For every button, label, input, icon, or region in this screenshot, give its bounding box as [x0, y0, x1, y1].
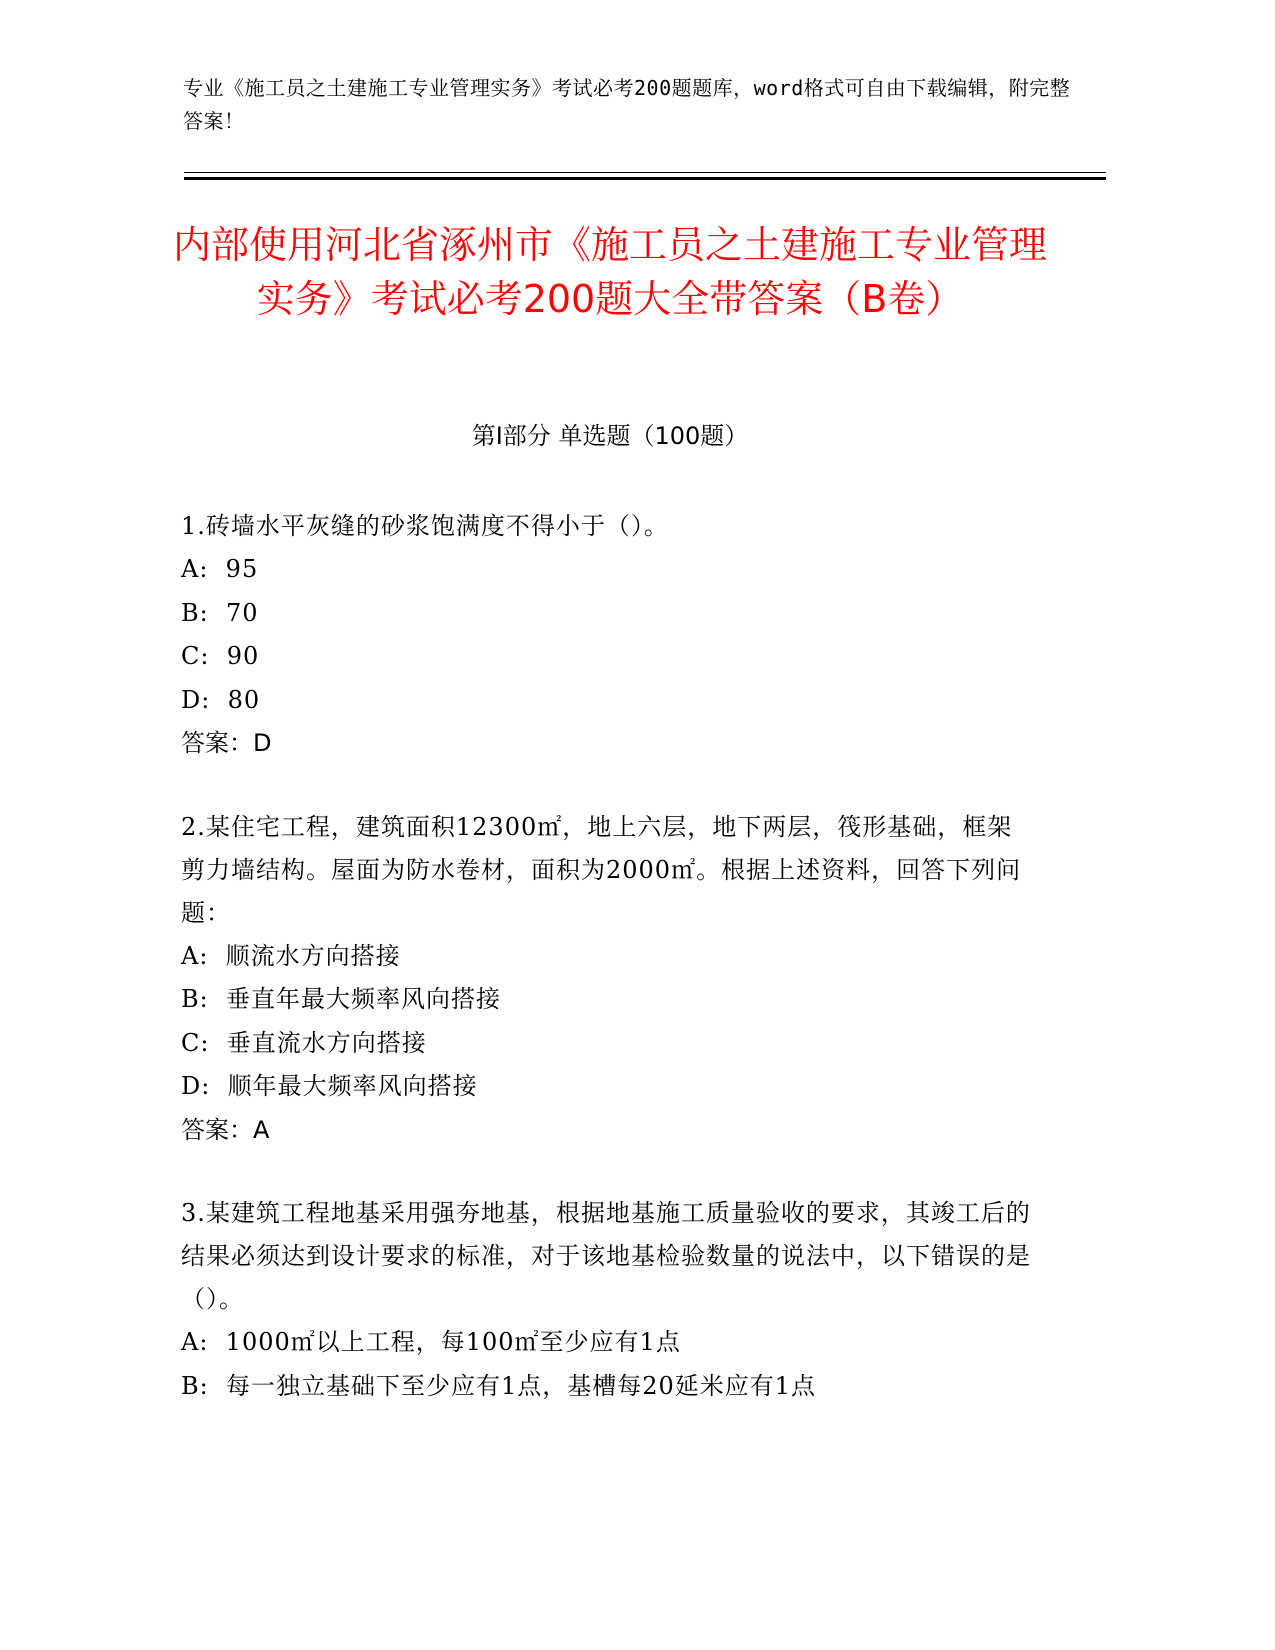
answer-line: 答案：D [181, 729, 272, 757]
option-b: B: 70 [181, 598, 259, 627]
option-a: A: 顺流水方向搭接 [181, 941, 401, 970]
option-b: B: 每一独立基础下至少应有1点，基槽每20延米应有1点 [181, 1371, 817, 1400]
question-2 [181, 806, 1031, 1153]
question-list [181, 505, 1031, 1448]
document-title: 内部使用河北省涿州市《施工员之土建施工专业管理实务》考试必考200题大全带答案（B卷） [172, 223, 1047, 321]
header-note: 专业《施工员之土建施工专业管理实务》考试必考200题题库，word格式可自由下载编辑，附完整答案！ [183, 76, 1071, 133]
option-a: A: 1000㎡以上工程，每100㎡至少应有1点 [181, 1328, 681, 1356]
option-d: D: 80 [181, 685, 261, 714]
answer-line: 答案：A [181, 1115, 270, 1144]
section-title: 第Ⅰ部分 单选题（100题） [471, 422, 749, 450]
option-a: A: 95 [181, 555, 259, 583]
header-rule-thick [184, 177, 1106, 180]
question-stem: 2.某住宅工程，建筑面积12300㎡，地上六层，地下两层，筏形基础，框架剪力墙结构。屋面为防水卷材，面积为2000㎡。根据上述资料，回答下列问题： [181, 812, 1022, 927]
option-c: C: 90 [181, 642, 260, 670]
option-d: D: 顺年最大频率风向搭接 [181, 1072, 478, 1100]
question-stem: 1.砖墙水平灰缝的砂浆饱满度不得小于（）。 [181, 512, 669, 540]
question-3 [181, 1192, 1031, 1408]
question-1 [181, 505, 1031, 766]
option-b: B: 垂直年最大频率风向搭接 [181, 985, 501, 1013]
header-rule-thin [184, 172, 1106, 173]
question-stem: 3.某建筑工程地基采用强夯地基，根据地基施工质量验收的要求，其竣工后的结果必须达到设计要求的标准，对于该地基检验数量的说法中，以下错误的是（）。 [181, 1199, 1031, 1313]
option-c: C: 垂直流水方向搭接 [181, 1028, 427, 1057]
